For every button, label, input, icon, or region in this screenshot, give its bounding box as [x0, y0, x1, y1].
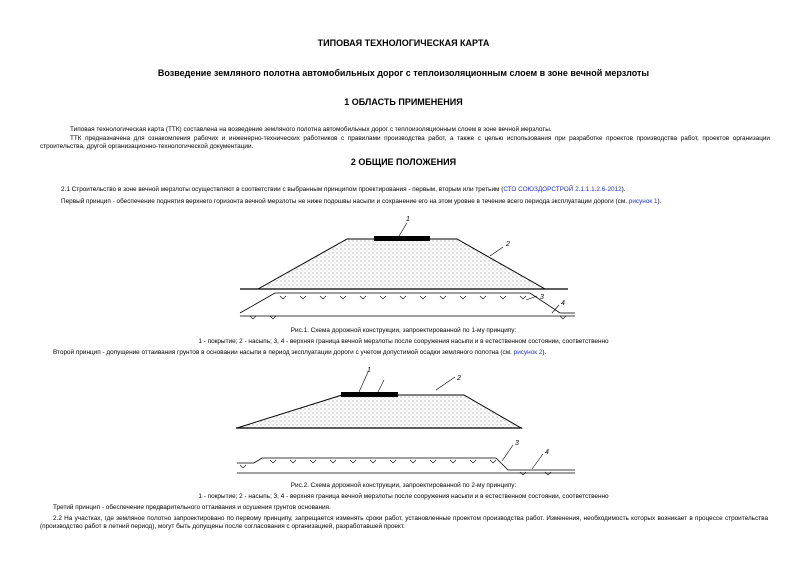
paragraph-2-2: 2.2 На участках, где земляное полотно запроектировано по первому принципу, запрещается изменять сроки работ, установленные проектом производства работ. Изменения, необходимость которых возникает в процессе строительства (производство работ в летний период), могут быть допущены после согласования с организацией, разработавшей проект.	[40, 515, 768, 530]
principle-1: Первый принцип - обеспечение поднятия верхнего горизонта вечной мерзлоты не ниже подошвы насыпи и сохранение его на этом уровне в течение всего периода эксплуатации дороги (см. рисунок 1).	[61, 198, 662, 205]
fig2-label-3: 3	[515, 440, 519, 447]
fig2-pavement	[341, 392, 398, 397]
doc-subtitle: Возведение земляного полотна автомобильных дорог с теплоизоляционным слоем в зоне вечной мерзлоты	[157, 68, 650, 78]
figure-1-caption: Рис.1. Схема дорожной конструкции, запроектированной по 1-му принципу:	[290, 327, 517, 334]
sto-link[interactable]: СТО СОЮЗДОРСТРОЙ 2.1.1.1.2.6-2012	[503, 186, 622, 193]
fig2-embankment	[237, 395, 521, 428]
fig1-label-3: 3	[540, 294, 544, 301]
principle-2: Второй принцип - допущение оттаивания грунтов в основании насыпи в период эксплуатации дороги с учетом допустимой осадки земляного полотна (см. рисунок 2).	[53, 349, 547, 356]
fig1-label-2: 2	[506, 241, 510, 248]
fig1-label-1: 1	[406, 216, 410, 223]
section1-paragraph-2: ТТК предназначена для ознакомления рабочих и инженерно-технических работников с правилами производства работ, а также с целью использования при разработке проектов производства работ, проектов организации строительства, другой организационно-технологической документации.	[40, 135, 770, 150]
fig2-label-4: 4	[545, 449, 549, 456]
figure-2-legend: 1 - покрытие; 2 - насыпь; 3, 4 - верхняя граница вечной мерзлоты после сооружения насыпи и в естественном состоянии, соответственно	[198, 493, 609, 500]
fig1-embankment	[258, 239, 545, 289]
section1-heading: 1 ОБЛАСТЬ ПРИМЕНЕНИЯ	[344, 97, 463, 107]
fig1-label-4: 4	[561, 300, 565, 307]
fig2-label-1: 1	[367, 367, 371, 374]
section2-heading: 2 ОБЩИЕ ПОЛОЖЕНИЯ	[350, 157, 457, 167]
fig1-boundary-3	[240, 293, 575, 313]
fig1-pavement	[374, 236, 430, 241]
figure-2-link[interactable]: рисунок 2	[513, 349, 543, 356]
fig2-label-2: 2	[457, 375, 461, 382]
figure-1-legend: 1 - покрытие; 2 - насыпь; 3, 4 - верхняя граница вечной мерзлоты после сооружения насыпи и в естественном состоянии, соответственно	[198, 338, 609, 345]
figure-1-link[interactable]: рисунок 1	[628, 198, 658, 205]
principle-3: Третий принцип - обеспечение предварительного оттаивания и осушения грунтов основания.	[53, 504, 331, 511]
doc-title: ТИПОВАЯ ТЕХНОЛОГИЧЕСКАЯ КАРТА	[317, 38, 490, 48]
figure-2-caption: Рис.2. Схема дорожной конструкции, запроектированной по 2-му принципу:	[290, 482, 517, 489]
fig2-boundary-3	[237, 458, 575, 470]
paragraph-2-1: 2.1 Строительство в зоне вечной мерзлоты осуществляют в соответствии с выбранным принципом проектирования - первым, вторым или третьим (СТО СОЮЗДОРСТРОЙ 2.1.1.1.2.6-2012).	[61, 186, 626, 193]
section1-paragraph-1: Типовая технологическая карта (ТТК) составлена на возведение земляного полотна автомобильных дорог с теплоизоляционным слоем в зоне вечной мерзлоты.	[70, 126, 552, 133]
